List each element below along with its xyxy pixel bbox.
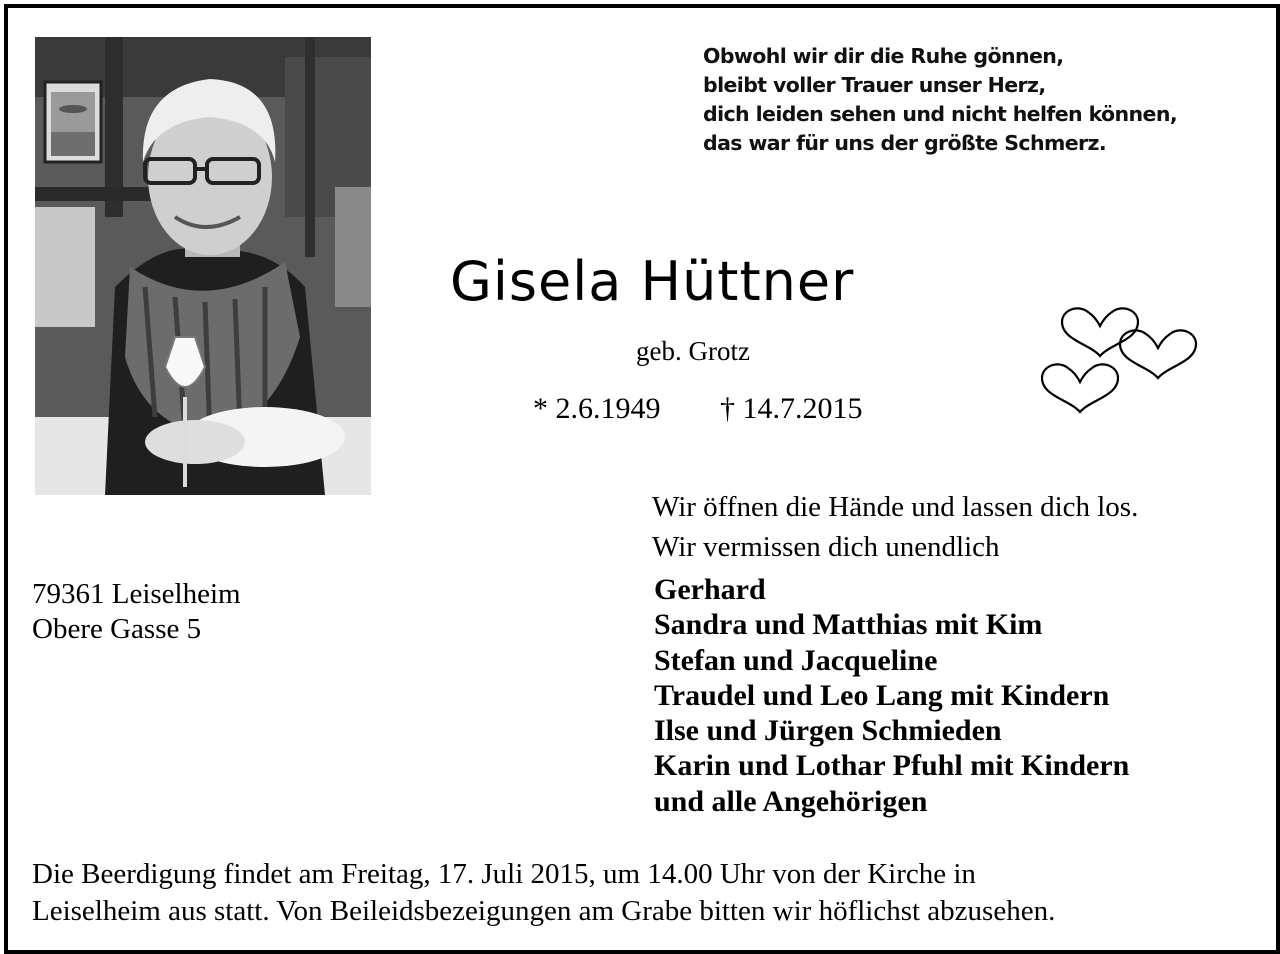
mourner-entry: und alle Angehörigen bbox=[654, 784, 928, 818]
farewell-text bbox=[652, 487, 1138, 567]
poem-line: bleibt voller Trauer unser Herz, bbox=[703, 73, 1046, 97]
mourner-entry: Sandra und Matthias mit Kim bbox=[654, 608, 1043, 642]
farewell-line: Wir öffnen die Hände und lassen dich los. bbox=[652, 491, 1139, 523]
birth-date: * 2.6.1949 bbox=[533, 392, 661, 425]
three-hearts-icon bbox=[1038, 300, 1208, 425]
farewell-line: Wir vermissen dich unendlich bbox=[652, 531, 1000, 563]
funeral-line: Leiselheim aus statt. Von Beileidsbezeigungen am Grabe bitten wir höflichst abzusehen. bbox=[32, 895, 1056, 927]
deceased-name: Gisela Hüttner bbox=[450, 250, 855, 313]
funeral-line: Die Beerdigung findet am Freitag, 17. Juli 2015, um 14.00 Uhr von der Kirche in bbox=[32, 858, 976, 890]
funeral-notice bbox=[32, 856, 1055, 930]
address-city: 79361 Leiselheim bbox=[32, 578, 241, 610]
mourner-entry: Gerhard bbox=[654, 573, 766, 606]
mourner-entry: Stefan und Jacqueline bbox=[654, 643, 938, 677]
poem bbox=[703, 42, 1177, 158]
family-address bbox=[32, 577, 241, 647]
portrait-photo bbox=[35, 37, 371, 495]
mourners-list bbox=[654, 572, 1129, 819]
birth-name: geb. Grotz bbox=[636, 336, 750, 366]
poem-line: das war für uns der größte Schmerz. bbox=[703, 131, 1107, 155]
poem-line: dich leiden sehen und nicht helfen können, bbox=[703, 102, 1178, 126]
poem-line: Obwohl wir dir die Ruhe gönnen, bbox=[703, 44, 1064, 68]
death-date: † 14.7.2015 bbox=[720, 392, 863, 425]
mourner-entry: Karin und Lothar Pfuhl mit Kindern bbox=[654, 749, 1130, 783]
address-street: Obere Gasse 5 bbox=[32, 613, 202, 645]
mourner-entry: Traudel und Leo Lang mit Kindern bbox=[654, 678, 1110, 712]
mourner-entry: Ilse und Jürgen Schmieden bbox=[654, 714, 1002, 748]
